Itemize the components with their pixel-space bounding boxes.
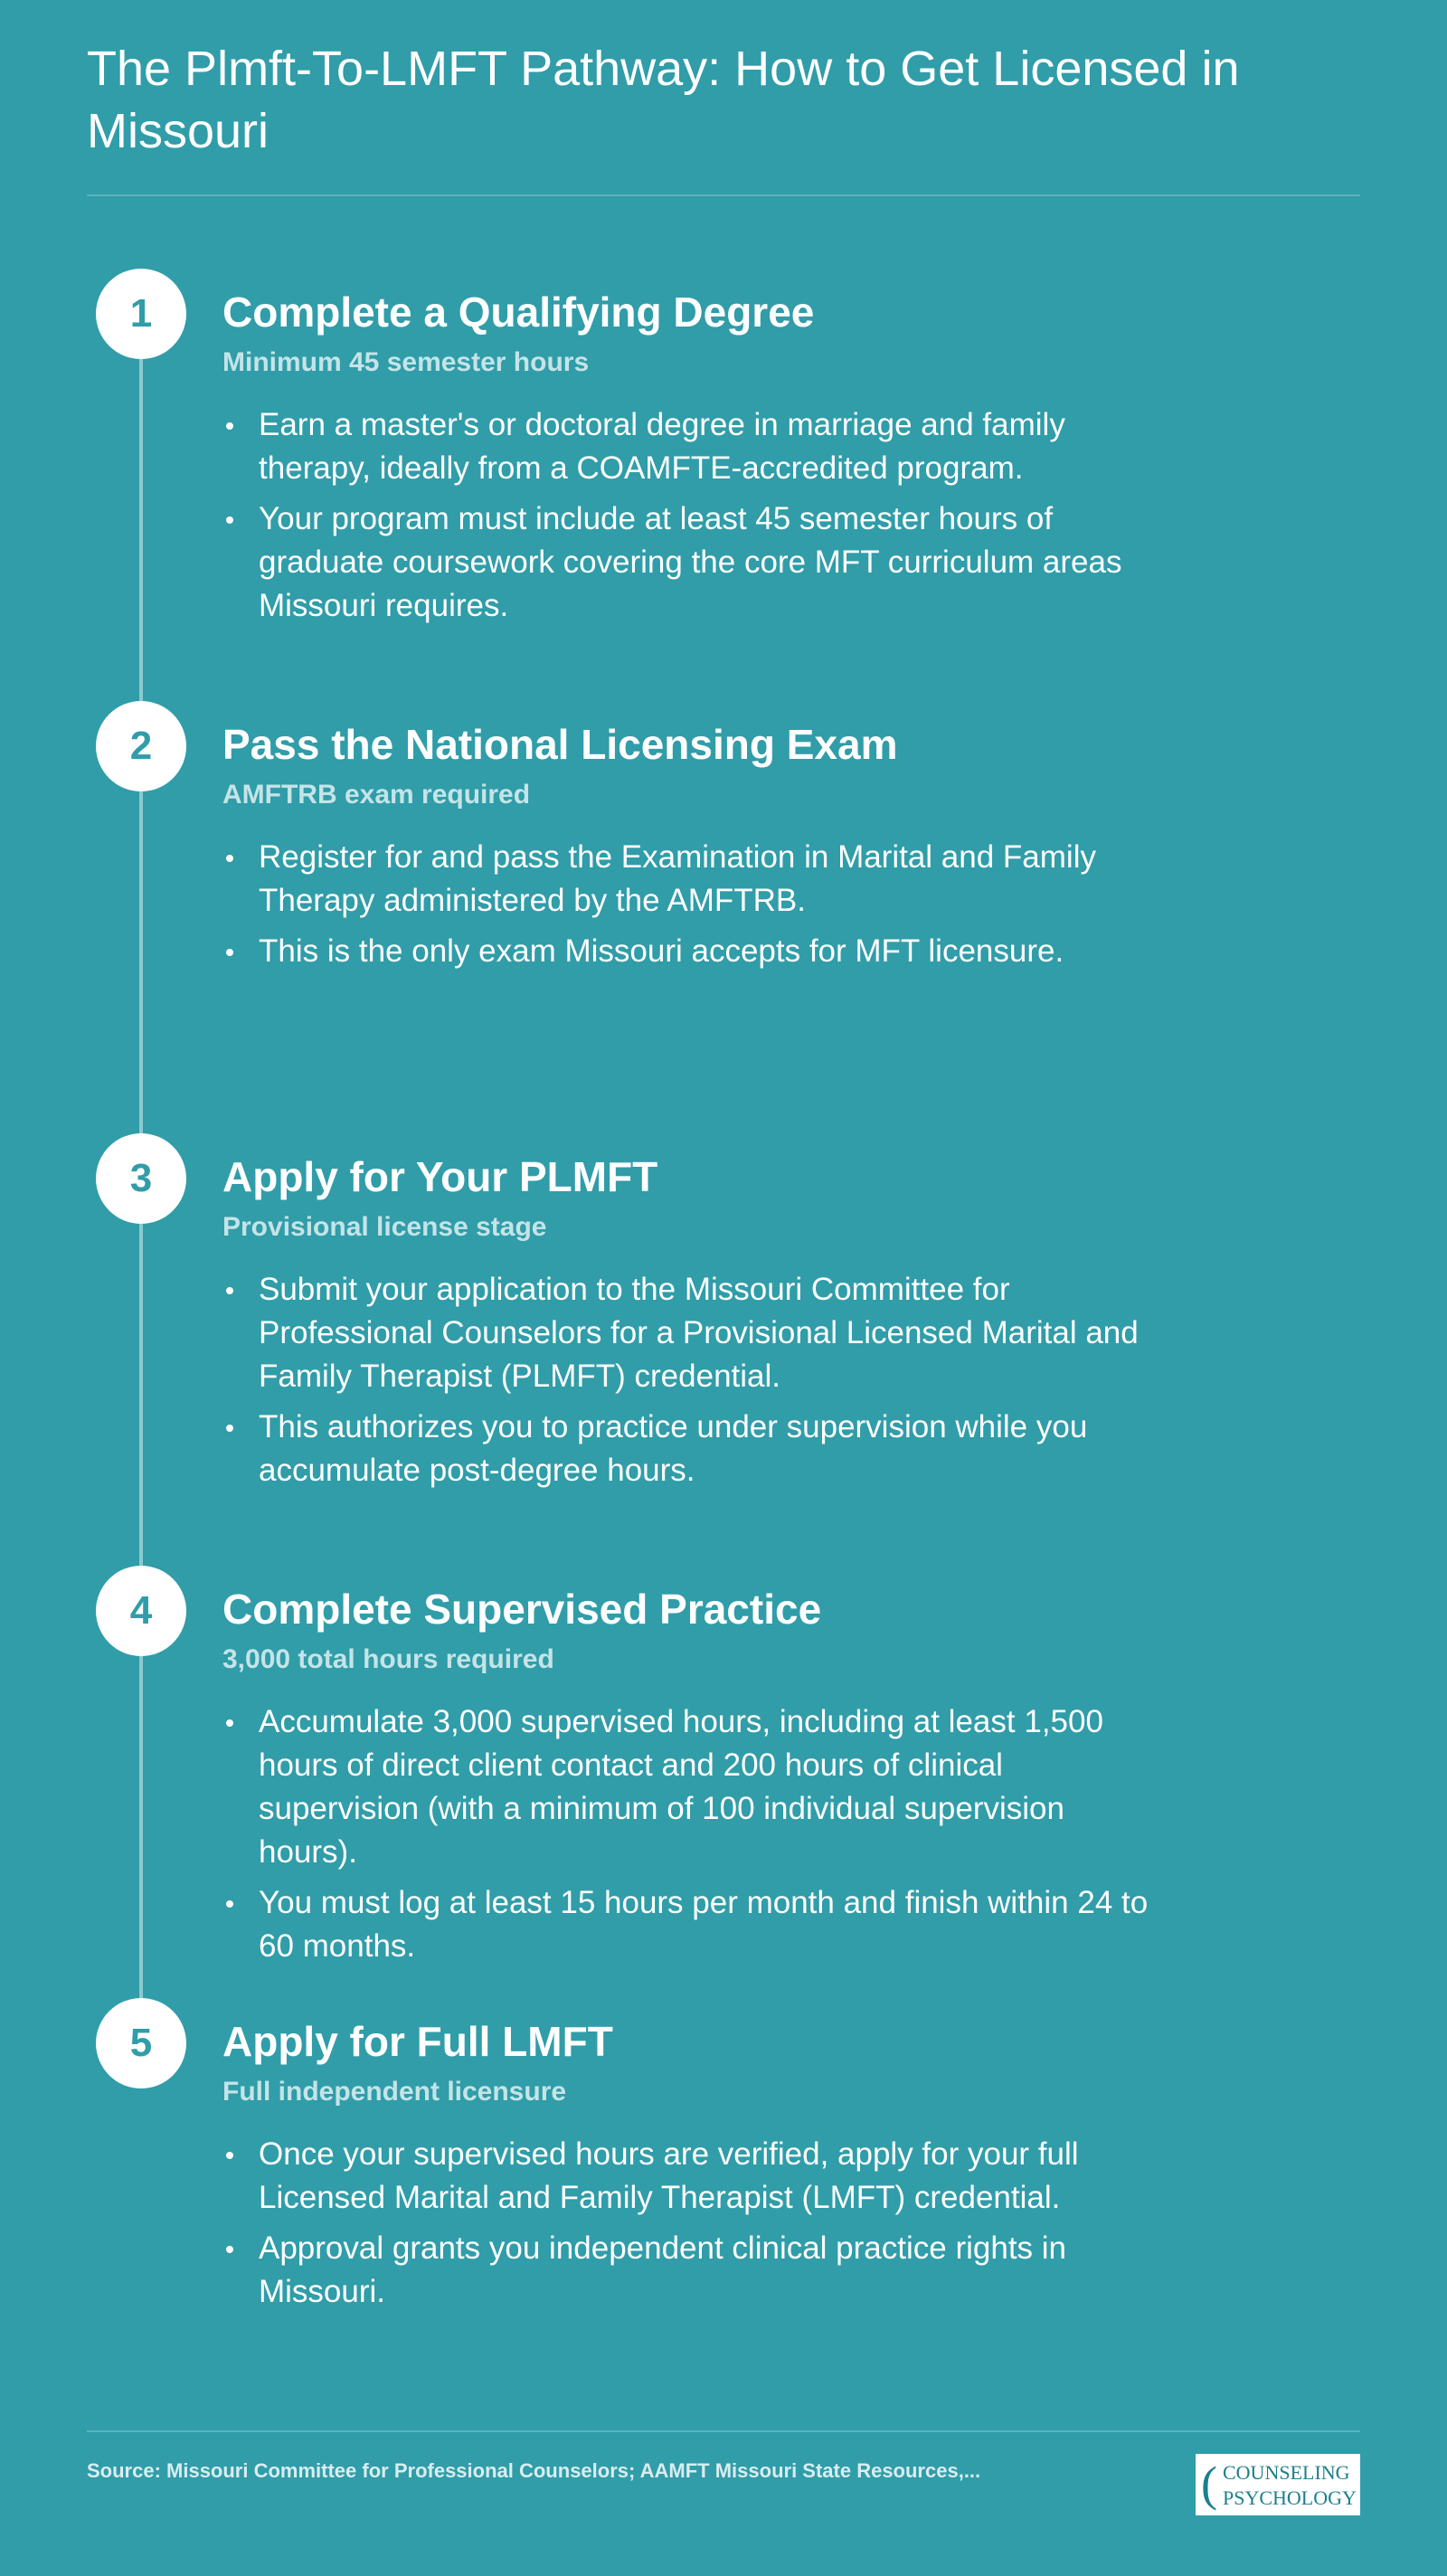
footer-divider (87, 2430, 1360, 2432)
step-number-badge: 5 (96, 1998, 186, 2088)
header-divider (87, 194, 1360, 196)
bullet-item: This is the only exam Missouri accepts for MFT licensure. (222, 930, 1163, 973)
bullet-item: Your program must include at least 45 semester hours of graduate coursework covering the core MFT curriculum areas Missouri requires. (222, 497, 1163, 628)
bullet-item: Register for and pass the Examination in Marital and Family Therapy administered by the AMFTRB. (222, 836, 1163, 923)
counseling-psychology-logo[interactable] (1196, 2454, 1360, 2515)
step-bullet-list (222, 836, 1163, 973)
step-subtitle: Provisional license stage (222, 1212, 547, 1243)
step-number-badge: 1 (96, 269, 186, 359)
page-title: The Plmft-To-LMFT Pathway: How to Get Licensed in Missouri (87, 42, 1240, 159)
bullet-item: Once your supervised hours are verified, apply for your full Licensed Marital and Family Therapist (LMFT) credential. (222, 2133, 1163, 2220)
step-5 (222, 2017, 1163, 2321)
logo-text-line1: COUNSELING (1223, 2461, 1350, 2484)
bullet-item: This authorizes you to practice under supervision while you accumulate post-degree hours. (222, 1406, 1163, 1492)
step-bullet-list (222, 403, 1163, 628)
step-number-badge: 3 (96, 1133, 186, 1224)
logo-c-mark-icon: ( (1201, 2457, 1217, 2511)
logo-text-line2: PSYCHOLOGY (1223, 2486, 1357, 2509)
step-bullet-list (222, 1700, 1163, 1968)
step-subtitle: AMFTRB exam required (222, 780, 531, 810)
step-title: Apply for Your PLMFT (222, 1153, 658, 1200)
source-citation: Source: Missouri Committee for Professional Counselors; AAMFT Missouri State Resources,... (87, 2459, 981, 2482)
step-bullet-list (222, 1268, 1163, 1492)
step-bullet-list (222, 2133, 1163, 2314)
bullet-item: Approval grants you independent clinical practice rights in Missouri. (222, 2227, 1163, 2314)
step-2 (222, 720, 1163, 980)
step-number-badge: 4 (96, 1566, 186, 1656)
step-title: Complete Supervised Practice (222, 1586, 822, 1633)
step-1 (222, 288, 1163, 635)
step-subtitle: Full independent licensure (222, 2077, 567, 2107)
bullet-item: Submit your application to the Missouri Committee for Professional Counselors for a Provisional Licensed Marital and Family Therapist (PLMFT) credential. (222, 1268, 1163, 1398)
step-subtitle: 3,000 total hours required (222, 1644, 554, 1675)
step-title: Apply for Full LMFT (222, 2018, 613, 2065)
step-number-badge: 2 (96, 701, 186, 791)
step-subtitle: Minimum 45 semester hours (222, 347, 590, 378)
bullet-item: Accumulate 3,000 supervised hours, including at least 1,500 hours of direct client contact and 200 hours of clinical supervision (with a minimum of 100 individual supervision hours). (222, 1700, 1163, 1874)
bullet-item: Earn a master's or doctoral degree in marriage and family therapy, ideally from a COAMFTE-accredited program. (222, 403, 1163, 490)
step-title: Pass the National Licensing Exam (222, 721, 898, 768)
step-4 (222, 1585, 1163, 1975)
step-3 (222, 1152, 1163, 1500)
bullet-item: You must log at least 15 hours per month and finish within 24 to 60 months. (222, 1881, 1163, 1968)
step-title: Complete a Qualifying Degree (222, 289, 815, 336)
